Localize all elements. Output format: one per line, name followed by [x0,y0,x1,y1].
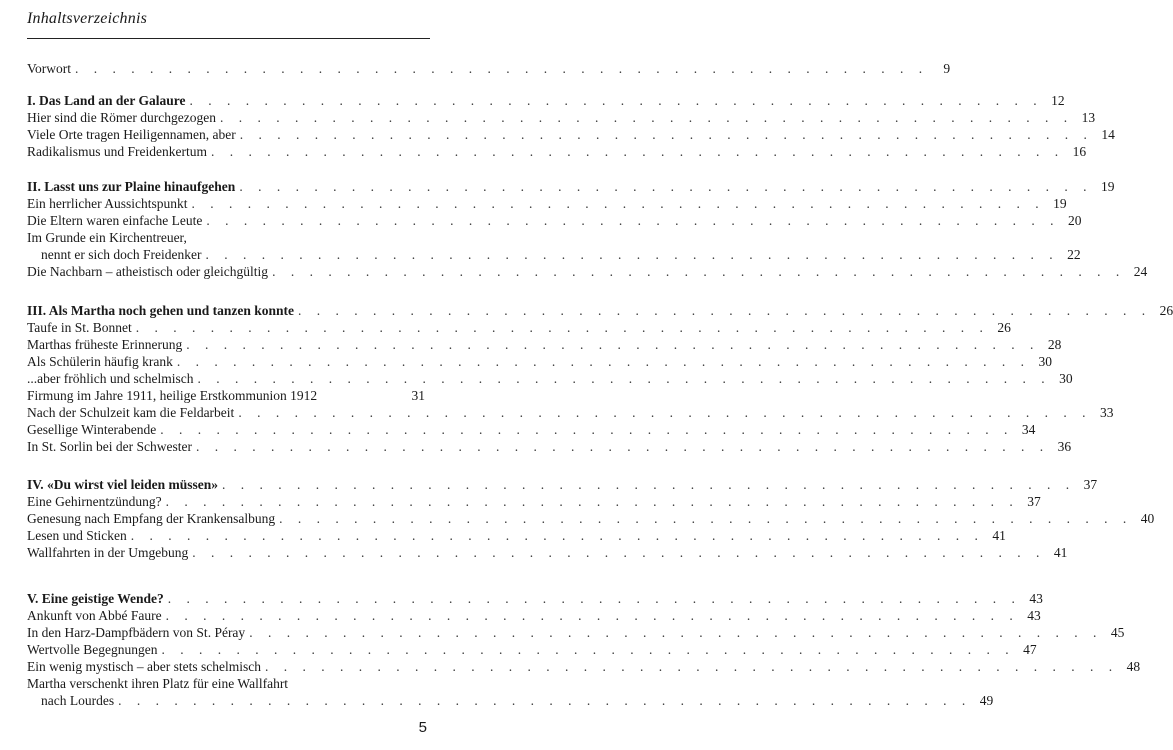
toc-page-number: 19 [1100,179,1115,194]
toc-entry [27,404,1114,421]
toc-page-number: 47 [1023,642,1037,657]
toc-entry-title: Radikalismus und Freidenkertum [27,144,207,159]
toc-entry [27,387,425,404]
dot-leader: . . . . . . . . . . . . . . . . . . . . . . . . . . . . . . . . . . . . . . . . . . . . . . [189,93,1043,108]
toc-entry-title: Ein wenig mystisch – aber stets schelmisch [27,659,261,674]
dot-leader: . . . . . . . . . . . . . . . . . . . . . . . . . . . . . . . . . . . . . . . . . . . . . . [191,196,1045,211]
dot-leader: . . . . . . . . . . . . . . . . . . . . . . . . . . . . . . . . . . . . . . . . . . . . . . [165,608,1019,623]
toc-entry-title: IV. «Du wirst viel leiden müssen» [27,477,219,492]
toc-page-number: 33 [1099,405,1114,420]
toc-entry [27,246,1081,263]
dot-leader: . . . . . . . . . . . . . . . . . . . . . . . . . . . . . . . . . . . . . . . . . . . . . . [176,354,1030,369]
toc-entry-title: In den Harz-Dampfbädern von St. Péray [27,625,246,640]
dot-leader: . . . . . . . . . . . . . . . . . . . . . . . . . . . . . . . . . . . . . . . . . . . . . . [249,625,1103,640]
page-title: Inhaltsverzeichnis [27,10,148,27]
toc-entry [27,229,425,246]
toc-page-number: 48 [1126,659,1141,674]
toc-page-number: 26 [997,320,1011,335]
page-number: 5 [418,719,427,736]
dot-leader: . . . . . . . . . . . . . . . . . . . . . . . . . . . . . . . . . . . . . . . . . . . . . . [222,477,1076,492]
dot-leader: . . . . . . . . . . . . . . . . . . . . . . . . . . . . . . . . . . . . . . . . . . . . . . [165,494,1019,509]
toc-entry [27,263,1148,280]
toc-entry [27,126,1115,143]
toc-entry [27,510,1155,527]
toc-entry [27,544,1068,561]
toc-page-number: 30 [1059,371,1073,386]
toc-section-heading [27,590,1043,607]
toc-entry [27,319,1011,336]
toc-entry-title: Wertvolle Begegnungen [27,642,158,657]
toc-page-number: 36 [1057,439,1072,454]
toc-entry [27,692,994,709]
toc-entry-title: V. Eine geistige Wende? [27,591,164,606]
dot-leader: . . . . . . . . . . . . . . . . . . . . . . . . . . . . . . . . . . . . . . . . . . . . . . [205,247,1059,262]
dot-leader: . . . . . . . . . . . . . . . . . . . . . . . . . . . . . . . . . . . . . . . . . . . . . . [161,642,1015,657]
toc-section-heading [27,476,1098,493]
toc-entry-title: Ein herrlicher Aussichtspunkt [27,196,188,211]
toc-entry-title: Wallfahrten in der Umgebung [27,545,189,560]
dot-leader: . . . . . . . . . . . . . . . . . . . . . . . . . . . . . . . . . . . . . . . . . . . . . . [130,528,984,543]
dot-leader: . . . . . . . . . . . . . . . . . . . . . . . . . . . . . . . . . . . . . . . . . . . . . . [238,405,1092,420]
toc-page-number: 41 [992,528,1006,543]
toc-entry [27,370,1073,387]
toc-entry-title: Ankunft von Abbé Faure [27,608,162,623]
dot-leader: . . . . . . . . . . . . . . . . . . . . . . . . . . . . . . . . . . . . . . . . . . . . . . [219,110,1074,125]
dot-leader: . . . . . . . . . . . . . . . . . . . . . . . . . . . . . . . . . . . . . . . . . . . . . . [75,61,929,76]
toc-page-number: 14 [1101,127,1115,142]
toc-page-number: 28 [1047,337,1062,352]
toc-page-number: 19 [1053,196,1067,211]
toc-entry-title: nach Lourdes [41,693,115,708]
toc-section-heading [27,178,1115,195]
toc-section-heading [27,92,1065,109]
dot-leader: . . . . . . . . . . . . . . . . . . . . . . . . . . . . . . . . . . . . . . . . . . . . . . [206,213,1060,228]
toc-entry [27,143,1087,160]
toc-entry [27,353,1052,370]
toc-page-number: 13 [1081,110,1096,125]
toc-page-number: 40 [1140,511,1155,526]
toc-entry-title: Genesung nach Empfang der Krankensalbung [27,511,276,526]
dot-leader: . . . . . . . . . . . . . . . . . . . . . . . . . . . . . . . . . . . . . . . . . . . . . . [167,591,1021,606]
toc-entry-title: Marthas früheste Erinnerung [27,337,183,352]
toc-entry [27,195,1067,212]
toc-entry [27,624,1125,641]
toc-entry [27,421,1036,438]
toc-page-number: 45 [1110,625,1125,640]
toc-page-number: 9 [943,61,951,76]
toc-entry [27,109,1096,126]
toc-entry-title: Firmung im Jahre 1911, heilige Erstkommunion 1912 [27,388,318,403]
toc-page-number: 12 [1051,93,1065,108]
dot-leader: . . . . . . . . . . . . . . . . . . . . . . . . . . . . . . . . . . . . . . . . . . . . . . [239,179,1093,194]
toc-page-number: 41 [1053,545,1068,560]
dot-leader: . . . . . . . . . . . . . . . . . . . . . . . . . . . . . . . . . . . . . . . . . . . . . . [210,144,1065,159]
toc-entry [27,493,1041,510]
dot-leader: . . . . . . . . . . . . . . . . . . . . . . . . . . . . . . . . . . . . . . . . . . . . . . [197,371,1051,386]
toc-entry [27,607,1041,624]
toc-entry [27,527,1006,544]
dot-leader: . . . . . . . . . . . . . . . . . . . . . . . . . . . . . . . . . . . . . . . . . . . . . . [264,659,1119,674]
toc-entry-title: Im Grunde ein Kirchentreuer, [27,230,187,245]
toc-entry [27,438,1072,455]
toc-entry [27,212,1082,229]
dot-leader: . . . . . . . . . . . . . . . . . . . . . . . . . . . . . . . . . . . . . . . . . . . . . . [195,439,1050,454]
toc-entry-title: Vorwort [27,61,72,76]
toc-entry-title: Viele Orte tragen Heiligennamen, aber [27,127,236,142]
toc-page-number: 37 [1083,477,1098,492]
toc-entry-title: Gesellige Winterabende [27,422,157,437]
toc-entry-title: II. Lasst uns zur Plaine hinaufgehen [27,179,236,194]
toc-entry-title: Lesen und Sticken [27,528,127,543]
toc-entry [27,675,425,692]
dot-leader: . . . . . . . . . . . . . . . . . . . . . . . . . . . . . . . . . . . . . . . . . . . . . . [279,511,1133,526]
dot-leader: . . . . . . . . . . . . . . . . . . . . . . . . . . . . . . . . . . . . . . . . . . . . . . [186,337,1040,352]
title-rule [27,38,430,39]
toc-page-number: 49 [979,693,994,708]
toc-section-heading [27,302,1173,319]
toc-entry-title: Nach der Schulzeit kam die Feldarbeit [27,405,235,420]
toc-page-number: 26 [1159,303,1173,318]
toc-page-number: 31 [411,388,425,403]
toc-entry-title: Die Nachbarn – atheistisch oder gleichgültig [27,264,269,279]
dot-leader: . . . . . . . . . . . . . . . . . . . . . . . . . . . . . . . . . . . . . . . . . . . . . . [298,303,1152,318]
toc-page-number: 34 [1021,422,1036,437]
toc-entry-title: Eine Gehirnentzündung? [27,494,162,509]
toc-entry-title: Martha verschenkt ihren Platz für eine Wallfahrt [27,676,289,691]
toc-entry-title: In St. Sorlin bei der Schwester [27,439,192,454]
dot-leader: . . . . . . . . . . . . . . . . . . . . . . . . . . . . . . . . . . . . . . . . . . . . . . [239,127,1093,142]
toc-page-number: 30 [1038,354,1052,369]
toc-entry-title: Die Eltern waren einfache Leute [27,213,203,228]
toc-page-number: 16 [1072,144,1087,159]
toc-page-number: 43 [1027,608,1041,623]
toc-entry [27,336,1062,353]
toc-entry-title: III. Als Martha noch gehen und tanzen konnte [27,303,295,318]
toc-entry-title: Taufe in St. Bonnet [27,320,132,335]
dot-leader: . . . . . . . . . . . . . . . . . . . . . . . . . . . . . . . . . . . . . . . . . . . . . . [272,264,1126,279]
toc-entry [27,658,1141,675]
toc-entry-title: Als Schülerin häufig krank [27,354,173,369]
toc-entry [27,60,951,77]
toc-entry-title: nennt er sich doch Freidenker [41,247,202,262]
dot-leader: . . . . . . . . . . . . . . . . . . . . . . . . . . . . . . . . . . . . . . . . . . . . . . [192,545,1046,560]
toc-page-number: 43 [1029,591,1043,606]
toc-entry-title: ...aber fröhlich und schelmisch [27,371,194,386]
dot-leader: . . . . . . . . . . . . . . . . . . . . . . . . . . . . . . . . . . . . . . . . . . . . . . [135,320,989,335]
toc-page-number: 20 [1068,213,1082,228]
toc-entry-title: Hier sind die Römer durchgezogen [27,110,216,125]
dot-leader: . . . . . . . . . . . . . . . . . . . . . . . . . . . . . . . . . . . . . . . . . . . . . . [118,693,972,708]
toc-page-number: 37 [1027,494,1041,509]
toc-entry-title: I. Das Land an der Galaure [27,93,186,108]
toc-page-number: 24 [1133,264,1148,279]
toc-page-number: 22 [1067,247,1081,262]
dot-leader: . . . . . . . . . . . . . . . . . . . . . . . . . . . . . . . . . . . . . . . . . . . . . . [160,422,1014,437]
toc-entry [27,641,1037,658]
